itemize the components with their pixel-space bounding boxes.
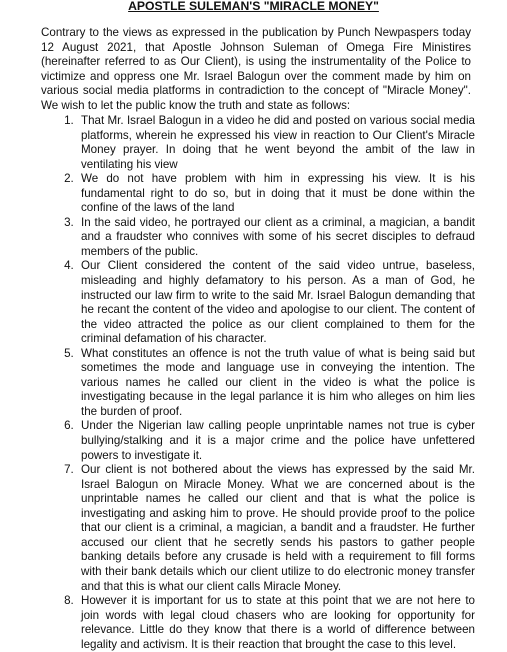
list-item: 1. That Mr. Israel Balogun in a video he did and posted on various social media platforms, wherein he expressed his view in reaction to Our Client's Miracle Money prayer. In doing that he went beyond the ambit of the law in ventilating his view xyxy=(77,114,475,172)
numbered-list xyxy=(41,114,475,652)
document-title: APOSTLE SULEMAN'S "MIRACLE MONEY" xyxy=(128,0,379,13)
list-item: 7. Our client is not bothered about the views has expressed by the said Mr. Israel Balogun on Miracle Money. What we are concerned about is the unprintable names he called our client and that is what the police is investigating and asking him to prove. He should provide proof to the police that our client is a criminal, a magician, a bandit and a fraudster. He further accused our client that he secretly sends his pastors to gather people banking details before any crusade is held with a requirement to fill forms with their bank details which our client utilize to do electronic money transfer and that this is what our client calls Miracle Money. xyxy=(77,463,475,594)
list-item: 4. Our Client considered the content of the said video untrue, baseless, misleading and highly defamatory to his person. As a man of God, he instructed our law firm to write to the said Mr. Israel Balogun demanding that he recant the content of the video and apologise to our client. The content of the video attracted the police as our client complained to them for the criminal defamation of his character. xyxy=(77,259,475,346)
list-item: 8. However it is important for us to state at this point that we are not here to join words with legal cloud chasers who are looking for opportunity for relevance. Little do they know that there is a world of difference between legality and activism. It is their reaction that brought the case to this level. xyxy=(77,594,475,652)
list-item: 5. What constitutes an offence is not the truth value of what is being said but sometimes the mode and language use in conveying the intention. The various names he called our client in the video is what the police is investigating because in the legal parlance it is him who alleges on him lies the burden of proof. xyxy=(77,347,475,420)
intro-paragraph: Contrary to the views as expressed in the publication by Punch Newpaspers today 12 August 2021, that Apostle Johnson Suleman of Omega Fire Ministires (hereinafter referred to as Our Client), is using the instrumentality of the Police to victimize and oppress one Mr. Israel Balogun over the comment made by him on various social media platforms in contradiction to the concept of "Miracle Money". We wish to let the public know the truth and state as follows: xyxy=(41,26,471,112)
list-item: 2. We do not have problem with him in expressing his view. It is his fundamental right to do so, but in doing that it must be done within the confine of the laws of the land xyxy=(77,172,475,216)
list-item: 3. In the said video, he portrayed our client as a criminal, a magician, a bandit and a fraudster who connives with some of his secret disciples to defraud members of the public. xyxy=(77,216,475,260)
list-item: 6. Under the Nigerian law calling people unprintable names not true is cyber bullying/stalking and it is a major crime and the police have unfettered powers to investigate it. xyxy=(77,419,475,463)
